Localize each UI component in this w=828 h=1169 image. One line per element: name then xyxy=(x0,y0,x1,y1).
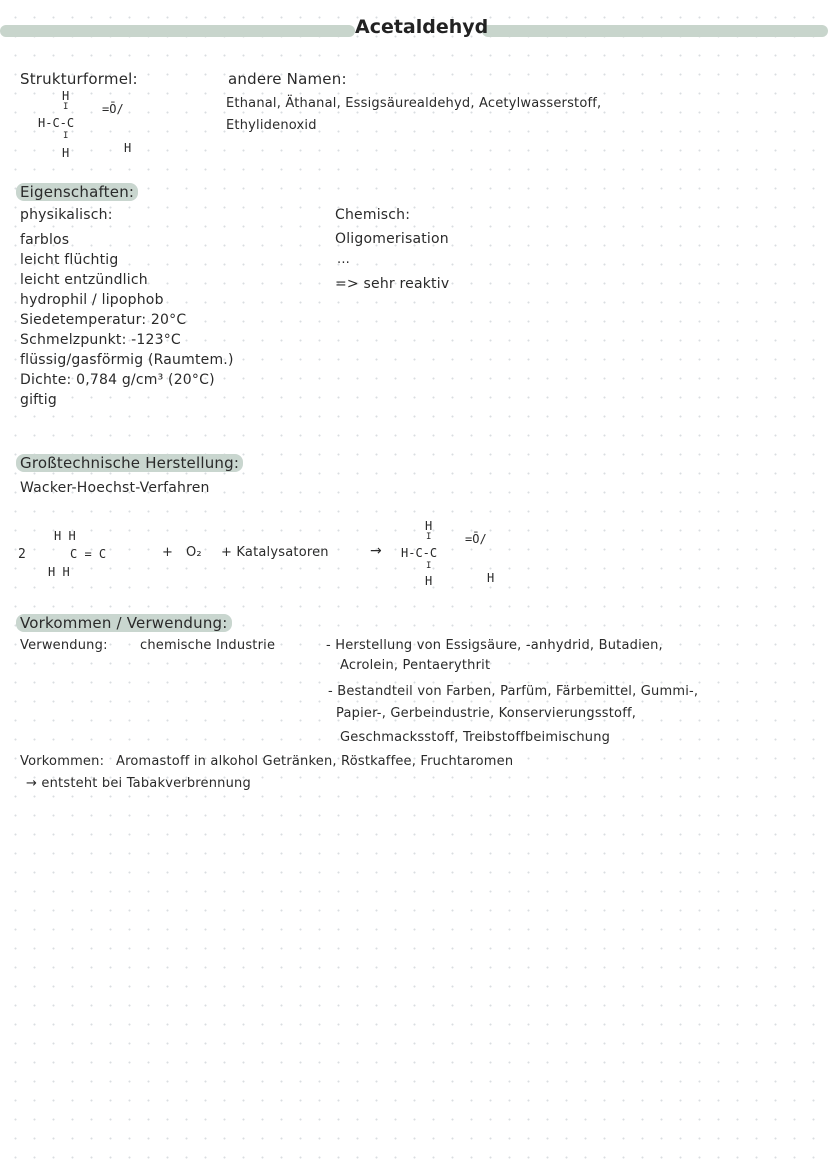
physical-item: Schmelzpunkt: -123°C xyxy=(20,332,181,348)
formula-main: H-C-C xyxy=(38,116,75,130)
formula-bond-top: I xyxy=(63,102,69,112)
physical-item: farblos xyxy=(20,232,70,248)
structure-heading: Strukturformel: xyxy=(20,70,138,88)
ethene-bottom: H H xyxy=(48,565,70,579)
product-main: H-C-C xyxy=(401,546,438,560)
page-title: Acetaldehyd xyxy=(355,16,489,38)
header-bar-right xyxy=(482,25,828,37)
physical-item: giftig xyxy=(20,392,57,408)
names-heading: andere Namen: xyxy=(228,70,347,88)
occurrence-note: → entsteht bei Tabakverbrennung xyxy=(26,776,251,791)
ethene-middle: C = C xyxy=(70,547,107,561)
product-bond-top: I xyxy=(426,532,432,542)
occurrence-text: Aromastoff in alkohol Getränken, Röstkaffee, Fruchtaromen xyxy=(116,754,514,769)
catalyst-label: + Katalysatoren xyxy=(221,545,329,560)
ethene-top: H H xyxy=(54,529,76,543)
occurrence-label: Vorkommen: xyxy=(20,754,105,769)
physical-item: leicht flüchtig xyxy=(20,252,119,268)
use-item-3: - Bestandteil von Farben, Parfüm, Färbemittel, Gummi-, xyxy=(328,684,699,699)
use-item-4: Papier-, Gerbeindustrie, Konservierungsstoff, xyxy=(336,706,637,721)
physical-list xyxy=(20,230,310,410)
production-heading xyxy=(16,454,243,472)
use-item-1: - Herstellung von Essigsäure, -anhydrid, Butadien, xyxy=(326,638,663,653)
physical-item: leicht entzündlich xyxy=(20,272,148,288)
formula-top-h: H xyxy=(62,89,70,103)
formula-bottom-h: H xyxy=(62,146,70,160)
production-heading-text: Großtechnische Herstellung: xyxy=(16,454,243,472)
physical-item: hydrophil / lipophob xyxy=(20,292,164,308)
use-label: Verwendung: xyxy=(20,638,108,653)
product-right-h: H xyxy=(487,571,495,585)
use-text: chemische Industrie xyxy=(140,638,276,653)
reaction-coefficient: 2 xyxy=(18,547,26,562)
physical-item: Dichte: 0,784 g/cm³ (20°C) xyxy=(20,372,215,388)
chemical-item-3: => sehr reaktiv xyxy=(335,276,450,292)
physical-item: flüssig/gasförmig (Raumtem.) xyxy=(20,352,234,368)
physical-item: Siedetemperatur: 20°C xyxy=(20,312,187,328)
reaction-arrow: → xyxy=(370,543,382,559)
reaction-plus: + xyxy=(162,545,174,560)
names-line-1: Ethanal, Äthanal, Essigsäurealdehyd, Acetylwasserstoff, xyxy=(226,96,602,111)
reaction-equation xyxy=(18,524,538,594)
oxygen-molecule: O₂ xyxy=(186,545,202,560)
use-item-2: Acrolein, Pentaerythrit xyxy=(340,658,491,673)
physical-heading: physikalisch: xyxy=(20,207,113,223)
formula-right-h: H xyxy=(124,141,132,155)
production-method: Wacker-Hoechst-Verfahren xyxy=(20,480,210,496)
properties-heading-text: Eigenschaften: xyxy=(16,183,138,201)
product-bond-bottom: I xyxy=(426,561,432,571)
formula-bond-bottom: I xyxy=(63,131,69,141)
chemical-heading: Chemisch: xyxy=(335,207,411,223)
chemical-item-1: Oligomerisation xyxy=(335,231,449,247)
formula-carbonyl: =Ō/ xyxy=(102,102,124,116)
occurrence-heading xyxy=(16,614,232,632)
occurrence-heading-text: Vorkommen / Verwendung: xyxy=(16,614,232,632)
product-top-h: H xyxy=(425,519,433,533)
use-item-5: Geschmacksstoff, Treibstoffbeimischung xyxy=(340,730,611,745)
chemical-item-2: ... xyxy=(337,252,350,267)
properties-heading xyxy=(16,183,138,201)
product-carbonyl: =Ō/ xyxy=(465,532,487,546)
header-bar-left xyxy=(0,25,355,37)
names-line-2: Ethylidenoxid xyxy=(226,118,317,133)
product-bottom-h: H xyxy=(425,574,433,588)
